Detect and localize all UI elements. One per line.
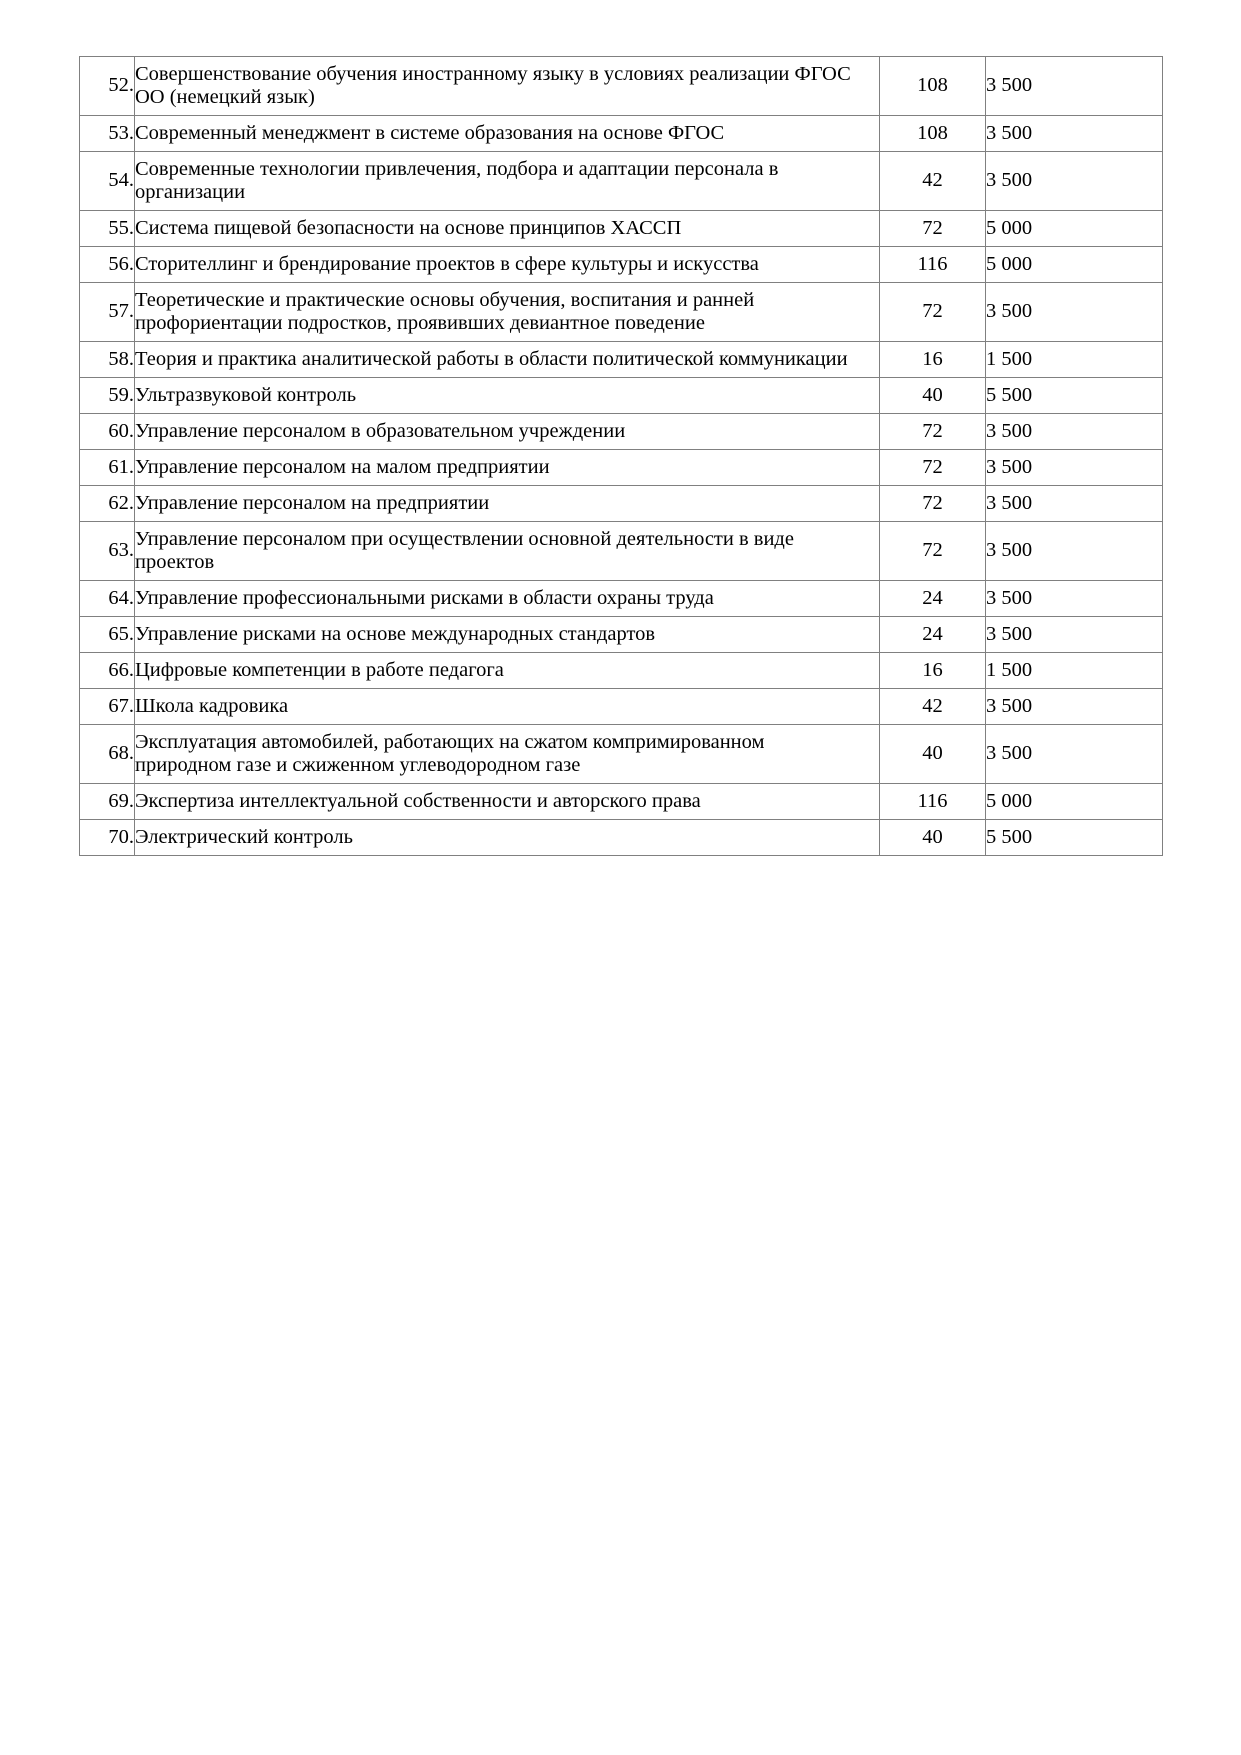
table-row: [80, 689, 1163, 725]
program-name-line: Управление персоналом на предприятии: [135, 491, 490, 514]
hours-cell: 42: [880, 689, 986, 725]
hours-cell: 72: [880, 486, 986, 522]
price-cell: 1 500: [986, 653, 1163, 689]
table-row: [80, 152, 1163, 211]
table-row: [80, 617, 1163, 653]
program-name-line: организации: [135, 180, 246, 203]
program-name-line: Теоретические и практические основы обучения, воспитания и ранней: [135, 288, 755, 311]
program-name-cell: [135, 450, 880, 486]
program-name-line: Ультразвуковой контроль: [135, 383, 357, 406]
table-row: [80, 414, 1163, 450]
program-name-line: Современный менеджмент в системе образования на основе ФГОС: [135, 121, 725, 144]
row-number-cell: 70.: [80, 820, 135, 856]
row-number-cell: 61.: [80, 450, 135, 486]
program-name-line: Управление профессиональными рисками в области охраны труда: [135, 586, 714, 609]
hours-cell: 72: [880, 414, 986, 450]
table-row: [80, 247, 1163, 283]
hours-cell: 116: [880, 247, 986, 283]
program-name-cell: [135, 342, 880, 378]
program-name-cell: [135, 522, 880, 581]
hours-cell: 24: [880, 581, 986, 617]
table-row: [80, 342, 1163, 378]
program-name-line: профориентации подростков, проявивших девиантное поведение: [135, 311, 705, 334]
row-number-cell: 66.: [80, 653, 135, 689]
price-cell: 3 500: [986, 450, 1163, 486]
row-number-cell: 53.: [80, 116, 135, 152]
row-number-cell: 63.: [80, 522, 135, 581]
row-number-cell: 68.: [80, 725, 135, 784]
row-number-cell: 65.: [80, 617, 135, 653]
program-name-line: Сторителлинг и брендирование проектов в сфере культуры и искусства: [135, 252, 759, 275]
hours-cell: 42: [880, 152, 986, 211]
price-cell: 3 500: [986, 486, 1163, 522]
hours-cell: 108: [880, 57, 986, 116]
hours-cell: 40: [880, 725, 986, 784]
row-number-cell: 57.: [80, 283, 135, 342]
hours-cell: 40: [880, 820, 986, 856]
table-row: [80, 725, 1163, 784]
price-cell: 3 500: [986, 414, 1163, 450]
table-body: [80, 57, 1163, 856]
program-name-line: Совершенствование обучения иностранному языку в условиях реализации ФГОС: [135, 62, 851, 85]
course-programs-table: [79, 56, 1163, 856]
program-name-cell: [135, 486, 880, 522]
price-cell: 3 500: [986, 522, 1163, 581]
table-row: [80, 116, 1163, 152]
program-name-cell: [135, 57, 880, 116]
program-name-line: Система пищевой безопасности на основе принципов ХАССП: [135, 216, 682, 239]
price-cell: 5 000: [986, 211, 1163, 247]
program-name-cell: [135, 617, 880, 653]
price-cell: 5 500: [986, 378, 1163, 414]
table-row: [80, 450, 1163, 486]
row-number-cell: 54.: [80, 152, 135, 211]
program-name-line: Экспертиза интеллектуальной собственности и авторского права: [135, 789, 701, 812]
program-name-line: Управление рисками на основе международных стандартов: [135, 622, 656, 645]
table-row: [80, 581, 1163, 617]
price-cell: 5 000: [986, 784, 1163, 820]
program-name-line: природном газе и сжиженном углеводородном газе: [135, 753, 581, 776]
program-name-line: Теория и практика аналитической работы в области политической коммуникации: [135, 347, 848, 370]
program-name-cell: [135, 689, 880, 725]
program-name-line: Эксплуатация автомобилей, работающих на сжатом компримированном: [135, 730, 765, 753]
table-row: [80, 486, 1163, 522]
program-name-line: проектов: [135, 550, 215, 573]
hours-cell: 24: [880, 617, 986, 653]
hours-cell: 72: [880, 450, 986, 486]
program-name-line: Современные технологии привлечения, подбора и адаптации персонала в: [135, 157, 779, 180]
price-cell: 3 500: [986, 725, 1163, 784]
table-row: [80, 653, 1163, 689]
price-cell: 3 500: [986, 581, 1163, 617]
program-name-cell: [135, 283, 880, 342]
table-row: [80, 820, 1163, 856]
row-number-cell: 56.: [80, 247, 135, 283]
table-row: [80, 784, 1163, 820]
table-row: [80, 522, 1163, 581]
program-name-cell: [135, 247, 880, 283]
program-name-line: Школа кадровика: [135, 694, 289, 717]
row-number-cell: 64.: [80, 581, 135, 617]
row-number-cell: 60.: [80, 414, 135, 450]
program-name-line: Управление персоналом при осуществлении основной деятельности в виде: [135, 527, 794, 550]
row-number-cell: 55.: [80, 211, 135, 247]
table-row: [80, 211, 1163, 247]
program-name-cell: [135, 378, 880, 414]
table-row: [80, 378, 1163, 414]
hours-cell: 72: [880, 522, 986, 581]
hours-cell: 108: [880, 116, 986, 152]
program-name-line: ОО (немецкий язык): [135, 85, 315, 108]
price-cell: 3 500: [986, 689, 1163, 725]
price-cell: 3 500: [986, 152, 1163, 211]
program-name-cell: [135, 152, 880, 211]
program-name-cell: [135, 725, 880, 784]
row-number-cell: 59.: [80, 378, 135, 414]
price-cell: 5 000: [986, 247, 1163, 283]
price-cell: 3 500: [986, 617, 1163, 653]
hours-cell: 72: [880, 283, 986, 342]
program-name-cell: [135, 414, 880, 450]
price-cell: 3 500: [986, 283, 1163, 342]
program-name-cell: [135, 581, 880, 617]
program-name-cell: [135, 211, 880, 247]
row-number-cell: 69.: [80, 784, 135, 820]
hours-cell: 72: [880, 211, 986, 247]
price-cell: 3 500: [986, 116, 1163, 152]
price-cell: 1 500: [986, 342, 1163, 378]
table-row: [80, 57, 1163, 116]
row-number-cell: 62.: [80, 486, 135, 522]
program-name-line: Электрический контроль: [135, 825, 353, 848]
program-name-cell: [135, 820, 880, 856]
program-name-line: Цифровые компетенции в работе педагога: [135, 658, 504, 681]
row-number-cell: 52.: [80, 57, 135, 116]
table-row: [80, 283, 1163, 342]
row-number-cell: 58.: [80, 342, 135, 378]
hours-cell: 16: [880, 342, 986, 378]
hours-cell: 40: [880, 378, 986, 414]
row-number-cell: 67.: [80, 689, 135, 725]
program-name-cell: [135, 784, 880, 820]
program-name-line: Управление персоналом в образовательном учреждении: [135, 419, 626, 442]
price-cell: 5 500: [986, 820, 1163, 856]
hours-cell: 16: [880, 653, 986, 689]
price-cell: 3 500: [986, 57, 1163, 116]
program-name-cell: [135, 653, 880, 689]
program-name-cell: [135, 116, 880, 152]
program-name-line: Управление персоналом на малом предприятии: [135, 455, 550, 478]
hours-cell: 116: [880, 784, 986, 820]
